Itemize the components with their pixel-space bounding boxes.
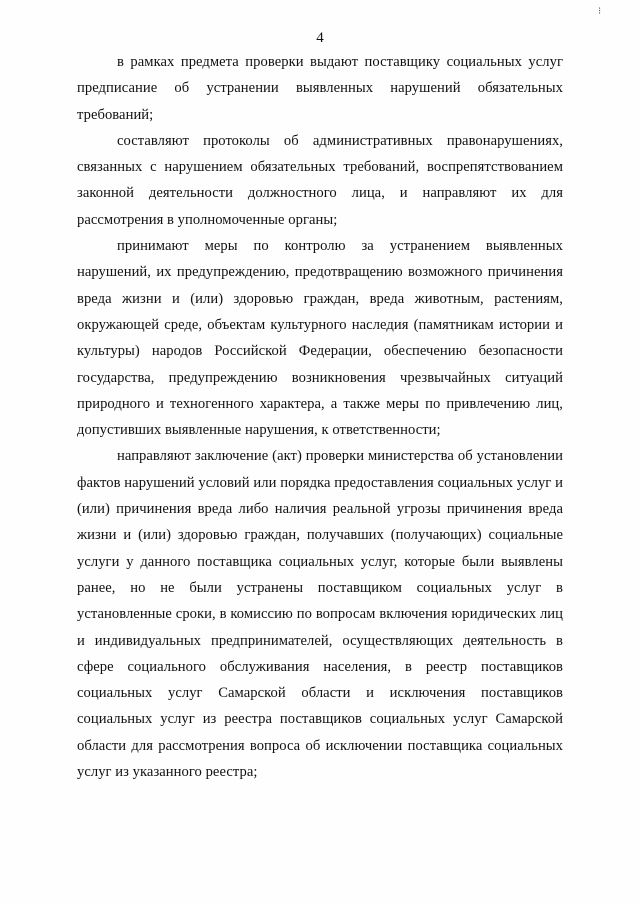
paragraph-send-conclusion: направляют заключение (акт) проверки министерства об установлении фактов нарушений условий или порядка предоставления социальных услуг и (или) причинения вреда либо наличия реальной угрозы причинения вреда жизни и (или) здоровью граждан, получавших (получающих) социальные услуги у данного поставщика социальных услуг, которые были выявлены ранее, но не были устранены поставщиком социальных услуг в установленные сроки, в комиссию по вопросам включения юридических лиц и индивидуальных предпринимателей, осуществляющих деятельность в сфере социального обслуживания населения, в реестр поставщиков социальных услуг Самарской области и исключения поставщиков социальных услуг из реестра поставщиков социальных услуг Самарской области для рассмотрения вопроса об исключении поставщика социальных услуг из указанного реестра; [77, 448, 563, 781]
page-number: 4 [316, 30, 324, 46]
scan-mark-icon: ⁝ [598, 6, 602, 17]
paragraph-issue-order: в рамках предмета проверки выдают поставщику социальных услуг предписание об устранении выявленных нарушений обязательных требований; [77, 54, 563, 123]
paragraph-protocols: составляют протоколы об административных правонарушениях, связанных с нарушением обязательных требований, воспрепятствованием законной деятельности должностного лица, и направляют их для рассмотрения в уполномоченные органы; [77, 132, 563, 228]
document-body [77, 49, 563, 785]
paragraph-control-measures: принимают меры по контролю за устранением выявленных нарушений, их предупреждению, предотвращению возможного причинения вреда жизни и (или) здоровью граждан, вреда животным, растениям, окружающей среде, объектам культурного наследия (памятникам истории и культуры) народов Российской Федерации, обеспечению безопасности государства, предупреждению возникновения чрезвычайных ситуаций природного и техногенного характера, а также меры по привлечению лиц, допустивших выявленные нарушения, к ответственности; [77, 238, 563, 439]
